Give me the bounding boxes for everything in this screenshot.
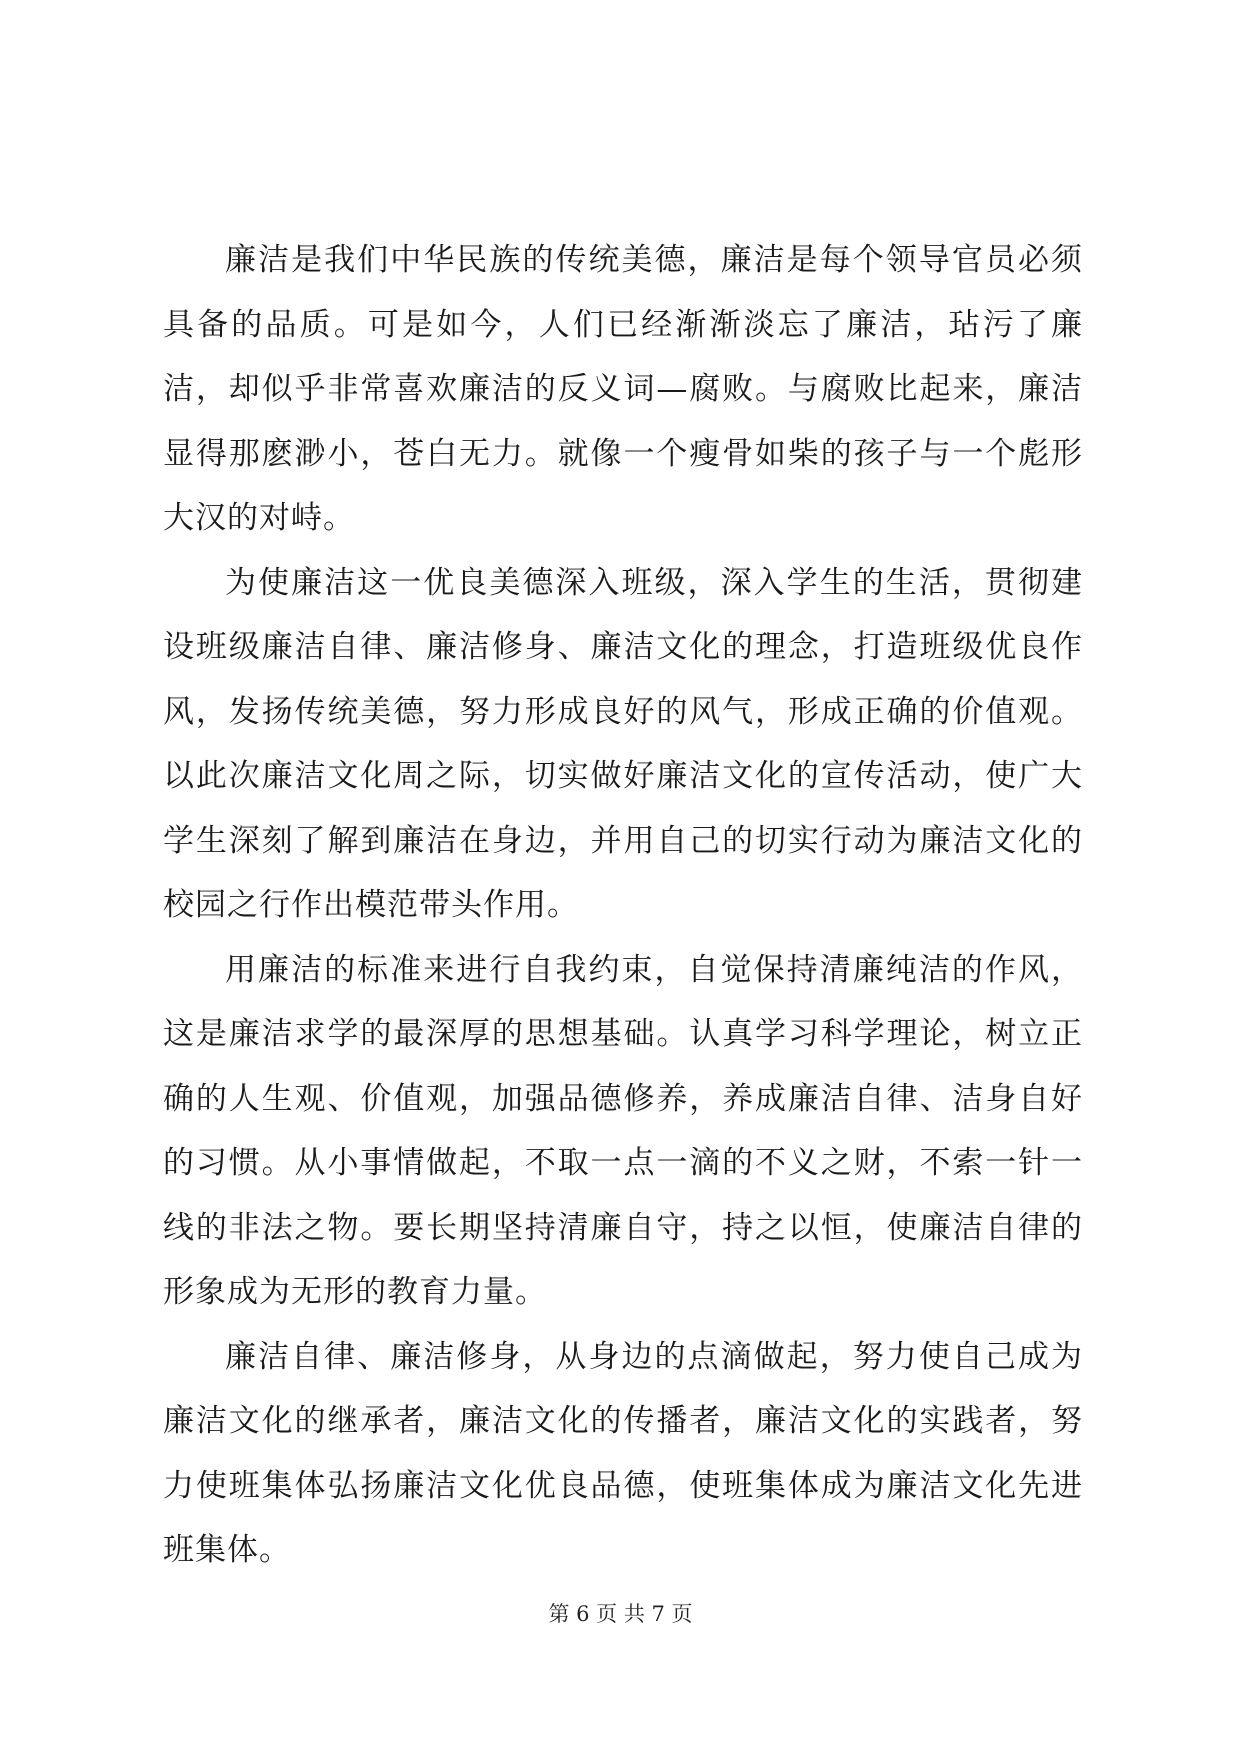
document-body: [163, 228, 1083, 1583]
paragraph-1: 廉洁是我们中华民族的传统美德，廉洁是每个领导官员必须具备的品质。可是如今，人们已经渐渐淡忘了廉洁，玷污了廉洁，却似乎非常喜欢廉洁的反义词—腐败。与腐败比起来，廉洁显得那麽渺小，苍白无力。就像一个瘦骨如柴的孩子与一个彪形大汉的对峙。: [163, 242, 1083, 536]
paragraph-2: 为使廉洁这一优良美德深入班级，深入学生的生活，贯彻建设班级廉洁自律、廉洁修身、廉洁文化的理念，打造班级优良作风，发扬传统美德，努力形成良好的风气，形成正确的价值观。以此次廉洁文化周之际，切实做好廉洁文化的宣传活动，使广大学生深刻了解到廉洁在身边，并用自己的切实行动为廉洁文化的校园之行作出模范带头作用。: [163, 564, 1083, 923]
page-number-footer: 第 6 页 共 7 页: [548, 1602, 693, 1626]
paragraph-4: 廉洁自律、廉洁修身，从身边的点滴做起，努力使自己成为廉洁文化的继承者，廉洁文化的传播者，廉洁文化的实践者，努力使班集体弘扬廉洁文化优良品德，使班集体成为廉洁文化先进班集体。: [163, 1338, 1083, 1568]
paragraph-3: 用廉洁的标准来进行自我约束，自觉保持清廉纯洁的作风，这是廉洁求学的最深厚的思想基础。认真学习科学理论，树立正确的人生观、价值观，加强品德修养，养成廉洁自律、洁身自好的习惯。从小事情做起，不取一点一滴的不义之财，不索一针一线的非法之物。要长期坚持清廉自守，持之以恒，使廉洁自律的形象成为无形的教育力量。: [163, 951, 1083, 1310]
